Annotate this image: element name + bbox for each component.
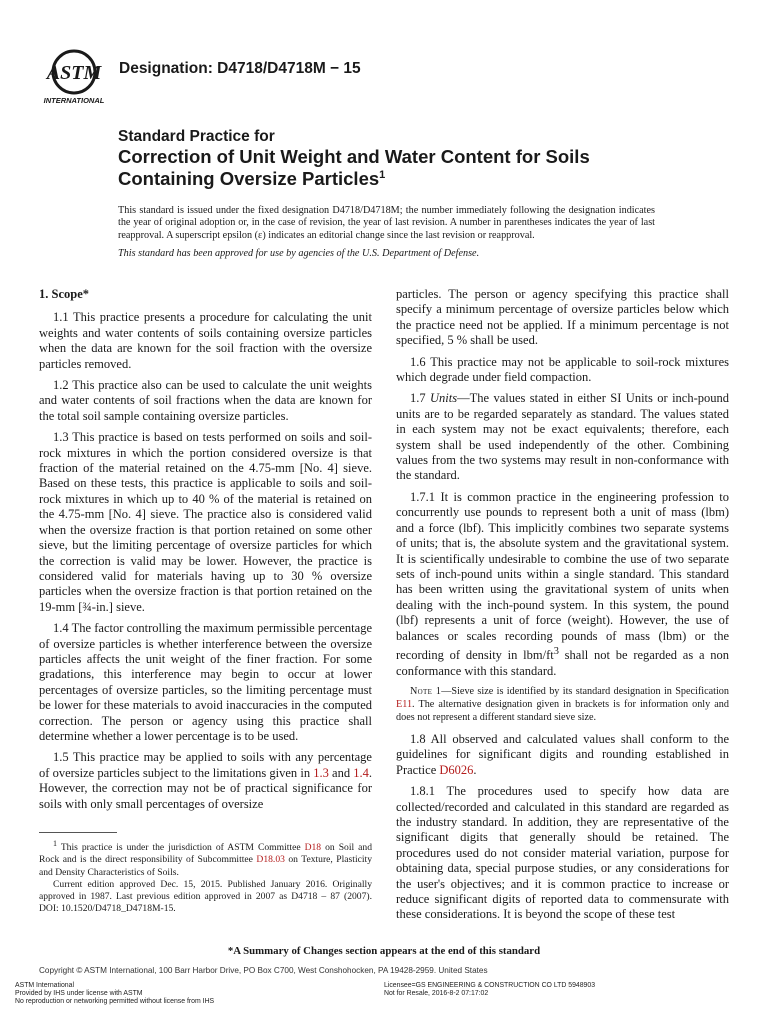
units-heading: Units — [430, 391, 458, 406]
section-1-6: 1.6 This practice may not be applicable to soil-rock mixtures which degrade under field compaction. — [396, 354, 729, 385]
title-footnote-mark: 1 — [379, 169, 386, 181]
title-kicker: Standard Practice for — [118, 128, 275, 145]
astm-logo — [40, 48, 112, 106]
ref-link-d6026[interactable]: D6026 — [439, 762, 474, 777]
edition-note: Current edition approved Dec. 15, 2015. Published January 2016. Originally approved in 1987. Last previous edition approved in 2007 as D4718 – 87 (2007). DOI: 10.1520/D4718_D4718M-15. — [39, 878, 372, 915]
dod-approval-note: This standard has been approved for use by agencies of the U.S. Department of Defense. — [118, 247, 480, 259]
section-1-7: 1.7 Units—The values stated in either SI Units or inch-pound units are to be regarded separately as standard. The values stated in each system may not be exact equivalents; therefore, each system shall be used independently of the other. Combining values from the two systems may result in non-conformance with the standard. — [396, 391, 730, 483]
logo-text: ASTM — [46, 62, 102, 84]
ref-link-d18-03[interactable]: D18.03 — [256, 854, 285, 866]
intro-paragraph: This standard is issued under the fixed designation D4718/D4718M; the number immediately following the designation indicates the year of original adoption or, in the case of revision, the year of last revision. A number in parentheses indicates the year of last reapproval. A superscript epsilon (ε) indicates an editorial change since the last revision or reapproval. — [118, 205, 655, 241]
fraction: ¾ — [82, 599, 92, 614]
section-1-5: 1.5 This practice may be applied to soils with any percentage of oversize particles subject to the limitations given in 1.3 and 1.4. However, the correction may not be of practical significance for soils with only small percentages of oversize — [39, 750, 372, 811]
section-1-3: 1.3 This practice is based on tests performed on soils and soil-rock mixtures in which the portion considered oversize is that fraction of the material retained on the 4.75-mm [No. 4] sieve. Based on these tests, this practice is applicable to soils and soil-rock mixtures in which up to 40 % of the material is retained on the 4.75-mm [No. 4] sieve. The practice also is considered valid when the oversize fraction is that portion retained on some other sieve, but the limiting percentage of oversize particles for which the correction is valid may be lower. However, the practice is considered valid for materials having up to 30 % oversize particles when the oversize fraction is that portion retained on the 19-mm [¾-in.] sieve. — [39, 430, 372, 614]
section-1-8-1: 1.8.1 The procedures used to specify how data are collected/recorded and calculated in this standard are regarded as the industry standard. In addition, they are representative of the significant digits that generally should be retained. The procedures used do not consider material variation, purpose for obtaining data, special purpose studies, or any considerations for the user's objectives; and it is common practice to increase or reduce significant digits of reported data to commensurate with these considerations. It is beyond the scope of these test — [396, 784, 729, 922]
note-label: Note 1 — [410, 685, 442, 697]
ref-link-e11[interactable]: E11 — [396, 698, 413, 710]
provider-info-left: ASTM International Provided by IHS under license with ASTM No reproduction or networking permitted without license from IHS — [15, 982, 215, 1006]
ref-link-1-3[interactable]: 1.3 — [313, 765, 329, 780]
footnote — [39, 838, 372, 915]
left-column — [39, 287, 372, 818]
title-line-1: Correction of Unit Weight and Water Content for Soils — [118, 146, 590, 167]
right-column — [396, 287, 729, 929]
section-1-1: 1.1 This practice presents a procedure for calculating the unit weights and water contents of soils containing oversize particles when the data are known for the soil fraction with the oversize particles removed. — [39, 310, 372, 371]
section-1-7-1: 1.7.1 It is common practice in the engineering profession to concurrently use pounds to represent both a unit of mass (lbm) and a force (lbf). This implicitly combines two separate systems of units; that is, the absolute system and the gravitational system. It is scientifically undesirable to combine the use of two separate sets of inch-pound units within a single standard. This standard has been written using the gravitational system of units when dealing with the inch-pound system. In this system, the pound (lbf) represents a unit of force (weight). However, the use of balances or scales recording pounds of mass (lbm) or the recording of density in lbm/$ft^3$ shall not be regarded as a non conformance with this standard. — [396, 489, 730, 678]
copyright-line: Copyright © ASTM International, 100 Barr Harbor Drive, PO Box C700, West Conshohocken, PA 19428-2959. United States — [39, 966, 488, 975]
note-1: Note 1—Sieve size is identified by its standard designation in Specification E11. The alternative designation given in brackets is for information only and does not represent a different standard sieve size. — [396, 685, 729, 723]
logo-subtext: INTERNATIONAL — [43, 96, 105, 105]
title-block — [118, 127, 678, 190]
scope-heading: 1. Scope* — [39, 287, 89, 301]
section-1-5-continued: particles. The person or agency specifying this practice shall specify a minimum percentage of oversize particles below which the practice need not be applied. If a minimum percentage is not specified, 5 % shall be used. — [396, 287, 729, 348]
footnote-rule — [39, 832, 117, 833]
summary-of-changes-note: *A Summary of Changes section appears at the end of this standard — [227, 945, 541, 957]
title-line-2: Containing Oversize Particles$^1$ — [118, 168, 386, 189]
ref-link-1-4[interactable]: 1.4 — [353, 765, 369, 780]
designation: Designation: D4718/D4718M − 15 — [119, 60, 361, 77]
section-1-8: 1.8 All observed and calculated values shall conform to the guidelines for significant digits and rounding established in Practice D6026. — [396, 731, 729, 777]
section-1-4: 1.4 The factor controlling the maximum permissible percentage of oversize particles is whether interference between the oversize particles affects the unit weight of the finer fraction. For some gradations, this interference may begin to occur at lower percentages of oversize particles, so the limiting percentage must be lower for these materials to avoid inaccuracies in the computed correction. The person or agency using this practice shall determine whether a lower percentage is to be used. — [39, 621, 372, 743]
footnote-1: $^1$ This practice is under the jurisdiction of ASTM Committee D18 on Soil and Rock and is the direct responsibility of Subcommittee D18.03 on Texture, Plasticity and Density Characteristics of Soils. — [39, 839, 372, 878]
intro-statement — [118, 205, 655, 266]
section-1-2: 1.2 This practice also can be used to calculate the unit weights and water contents of soil fractions when the data are known for the total soil sample containing oversize particles. — [39, 378, 372, 423]
provider-info-right: Licensee=GS ENGINEERING & CONSTRUCTION CO LTD 5948903 Not for Resale, 2016-8-2 07:17:02 — [384, 982, 596, 998]
ref-link-d18[interactable]: D18 — [304, 842, 322, 854]
